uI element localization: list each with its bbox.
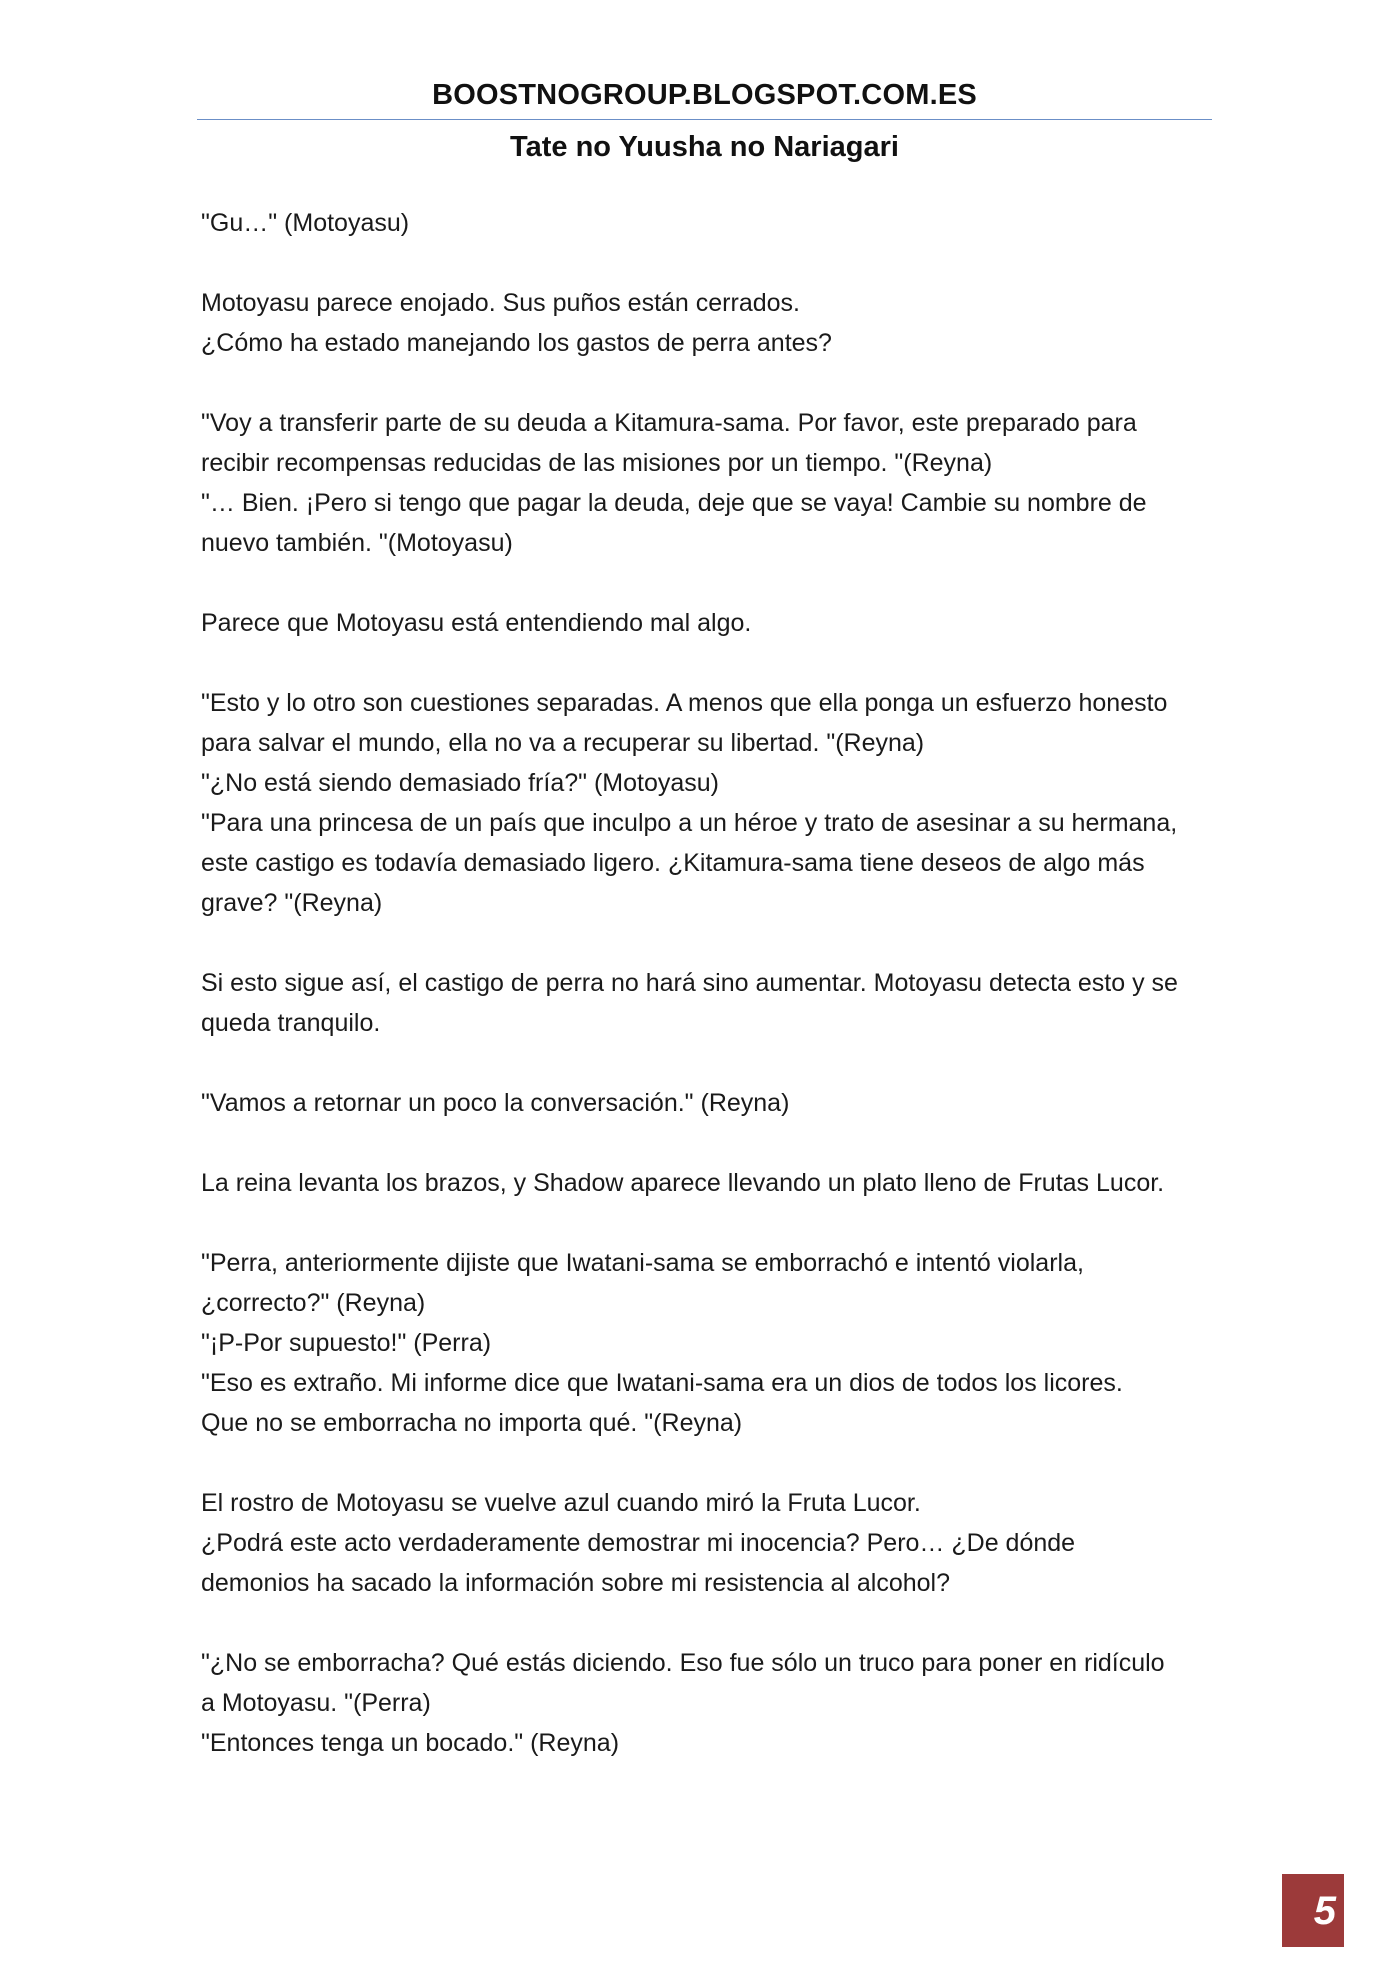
text-line: "¡P-Por supuesto!" (Perra) [201, 1329, 492, 1357]
text-line: "Esto y lo otro son cuestiones separadas. A menos que ella ponga un esfuerzo honesto [201, 689, 1168, 717]
text-line: grave? "(Reyna) [201, 889, 383, 917]
paragraph-gap [201, 1123, 1211, 1163]
text-line: El rostro de Motoyasu se vuelve azul cuando miró la Fruta Lucor. [201, 1489, 921, 1517]
text-line: ¿Podrá este acto verdaderamente demostrar mi inocencia? Pero… ¿De dónde [201, 1529, 1076, 1557]
text-line: para salvar el mundo, ella no va a recuperar su libertad. "(Reyna) [201, 729, 925, 757]
text-line: La reina levanta los brazos, y Shadow aparece llevando un plato lleno de Frutas Lucor. [201, 1169, 1165, 1197]
text-line: queda tranquilo. [201, 1009, 381, 1037]
site-name: BOOSTNOGROUP.BLOGSPOT.COM.ES [432, 79, 977, 111]
paragraph-gap [201, 923, 1211, 963]
text-line: "Entonces tenga un bocado." (Reyna) [201, 1729, 620, 1757]
paragraph-gap [201, 1043, 1211, 1083]
page-number: 5 [1282, 1874, 1344, 1944]
text-line: demonios ha sacado la información sobre mi resistencia al alcohol? [201, 1569, 951, 1597]
text-line: nuevo también. "(Motoyasu) [201, 529, 513, 557]
paragraph-gap [201, 1443, 1211, 1483]
text-line: ¿Cómo ha estado manejando los gastos de perra antes? [201, 329, 832, 357]
text-line: "¿No está siendo demasiado fría?" (Motoyasu) [201, 769, 719, 797]
text-line: "Perra, anteriormente dijiste que Iwatani-sama se emborrachó e intentó violarla, [201, 1249, 1084, 1277]
page-header [197, 78, 1212, 165]
paragraph-gap [201, 563, 1211, 603]
text-line: Que no se emborracha no importa qué. "(Reyna) [201, 1409, 743, 1437]
text-line: Parece que Motoyasu está entendiendo mal algo. [201, 609, 752, 637]
text-line: ¿correcto?" (Reyna) [201, 1289, 426, 1317]
body-text [201, 203, 1211, 1763]
text-line: "Voy a transferir parte de su deuda a Kitamura-sama. Por favor, este preparado para [201, 409, 1137, 437]
text-line: "Eso es extraño. Mi informe dice que Iwatani-sama era un dios de todos los licores. [201, 1369, 1123, 1397]
text-line: "Para una princesa de un país que inculpo a un héroe y trato de asesinar a su hermana, [201, 809, 1178, 837]
header-divider [197, 119, 1212, 120]
paragraph-gap [201, 1603, 1211, 1643]
text-line: "Gu…" (Motoyasu) [201, 209, 410, 237]
text-line: "Vamos a retornar un poco la conversación." (Reyna) [201, 1089, 790, 1117]
page-number-underline [1282, 1944, 1344, 1947]
text-line: a Motoyasu. "(Perra) [201, 1689, 431, 1717]
text-line: Motoyasu parece enojado. Sus puños están cerrados. [201, 289, 800, 317]
text-line: recibir recompensas reducidas de las misiones por un tiempo. "(Reyna) [201, 449, 993, 477]
paragraph-gap [201, 363, 1211, 403]
document-title: Tate no Yuusha no Nariagari [510, 130, 899, 163]
text-line: "¿No se emborracha? Qué estás diciendo. Eso fue sólo un truco para poner en ridículo [201, 1649, 1165, 1677]
paragraph-gap [201, 643, 1211, 683]
text-line: Si esto sigue así, el castigo de perra no hará sino aumentar. Motoyasu detecta esto y se [201, 969, 1178, 997]
paragraph-gap [201, 243, 1211, 283]
text-line: este castigo es todavía demasiado ligero. ¿Kitamura-sama tiene deseos de algo más [201, 849, 1145, 877]
paragraph-gap [201, 1203, 1211, 1243]
text-line: "… Bien. ¡Pero si tengo que pagar la deuda, deje que se vaya! Cambie su nombre de [201, 489, 1147, 517]
